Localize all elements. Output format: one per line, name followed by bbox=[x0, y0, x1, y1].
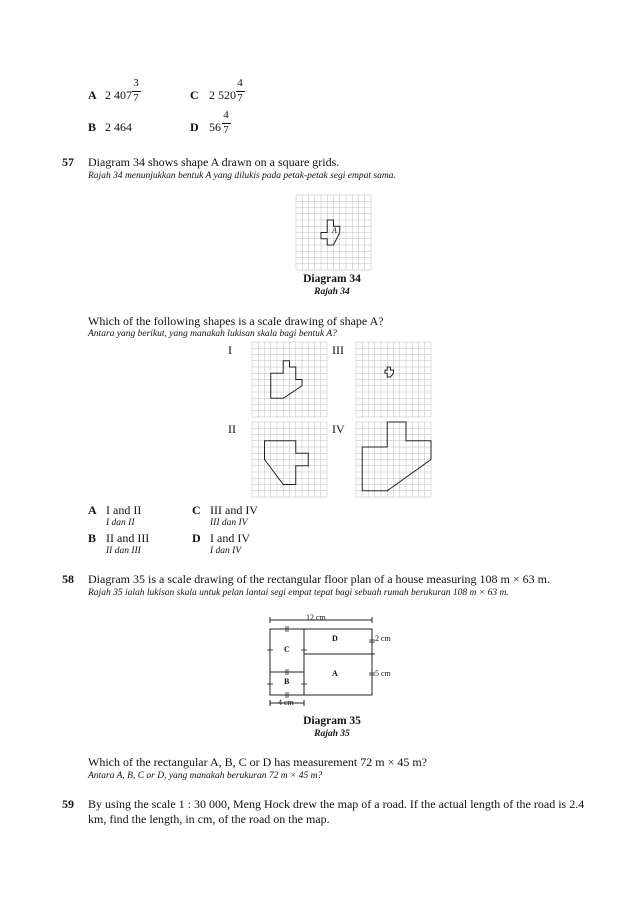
room-b-label: B bbox=[284, 677, 290, 686]
option-a-denominator: 7 bbox=[133, 92, 139, 104]
q57-option-b-en: II and III bbox=[106, 531, 150, 545]
question-text-line-2: km, find the length, in cm, of the road on the map. bbox=[88, 812, 330, 826]
question-number: 59 bbox=[62, 797, 74, 811]
shape-a-label: A bbox=[332, 226, 337, 235]
question-text-en: Diagram 35 is a scale drawing of the rectangular floor plan of a house measuring 108 m × 63 m. bbox=[88, 572, 550, 586]
q57-option-d-letter: D bbox=[192, 531, 201, 545]
question-57-prompt-en: Which of the following shapes is a scale drawing of shape A? bbox=[88, 314, 384, 328]
question-text-en: Diagram 34 shows shape A drawn on a square grids. bbox=[88, 155, 340, 169]
question-number: 57 bbox=[62, 155, 74, 169]
q57-option-c-letter: C bbox=[192, 503, 201, 517]
label-ii: II bbox=[228, 422, 236, 436]
diagram-34-caption-ms: Rajah 34 bbox=[314, 287, 350, 297]
q57-option-c-en: III and IV bbox=[210, 503, 258, 517]
q57-option-a-en: I and II bbox=[106, 503, 142, 517]
room-a-label: A bbox=[332, 669, 338, 678]
q57-option-a-letter: A bbox=[88, 503, 97, 517]
diagram-34-caption: Diagram 34 bbox=[303, 273, 361, 285]
label-iii: III bbox=[332, 343, 344, 357]
question-text-line-1: By using the scale 1 : 30 000, Meng Hock drew the map of a road. If the actual length of the road is 2.4 bbox=[88, 797, 585, 811]
question-text-ms: Rajah 35 ialah lukisan skala untuk pelan lantai segi empat tepat bagi sebuah rumah berukuran 108 m × 63 m. bbox=[88, 588, 509, 598]
option-c-whole: 2 520 bbox=[209, 88, 236, 102]
room-d-label: D bbox=[332, 634, 338, 643]
q57-option-c-ms: III dan IV bbox=[210, 518, 248, 528]
option-a-numerator: 3 bbox=[133, 77, 139, 89]
tick-marks bbox=[267, 626, 375, 698]
question-58-prompt-en: Which of the rectangular A, B, C or D has measurement 72 m × 45 m? bbox=[88, 755, 428, 769]
grid-ii bbox=[252, 422, 327, 497]
option-d-numerator: 4 bbox=[223, 109, 229, 121]
option-a-whole: 2 407 bbox=[105, 88, 132, 102]
question-number: 58 bbox=[62, 572, 74, 586]
diagram-35-floor-plan bbox=[262, 612, 412, 712]
option-c-denominator: 7 bbox=[237, 92, 243, 104]
diagram-35-caption-ms: Rajah 35 bbox=[314, 729, 350, 739]
label-iv: IV bbox=[332, 422, 345, 436]
dim-top-label: 12 cm bbox=[306, 613, 326, 622]
grid-iv bbox=[356, 422, 431, 497]
option-c-letter: C bbox=[190, 88, 199, 102]
option-d-whole: 56 bbox=[209, 120, 221, 134]
shape-iv bbox=[362, 422, 431, 491]
grid-i bbox=[252, 342, 327, 417]
dim-right-top-label: 2 cm bbox=[375, 634, 391, 643]
option-b-letter: B bbox=[88, 120, 97, 134]
q57-option-d-en: I and IV bbox=[210, 531, 250, 545]
q57-option-a-ms: I dan II bbox=[106, 518, 135, 528]
label-i: I bbox=[228, 343, 232, 357]
room-c-label: C bbox=[284, 645, 290, 654]
question-text-ms: Rajah 34 menunjukkan bentuk A yang dilukis pada petak-petak segi empat sama. bbox=[88, 171, 396, 181]
option-c-numerator: 4 bbox=[237, 77, 243, 89]
option-d-letter: D bbox=[190, 120, 199, 134]
q57-option-b-ms: II dan III bbox=[106, 546, 141, 556]
dim-bottom-label: 4 cm bbox=[278, 698, 294, 707]
dim-right-bottom-label: 5 cm bbox=[375, 669, 391, 678]
shape-iii bbox=[385, 367, 394, 377]
q57-option-b-letter: B bbox=[88, 531, 97, 545]
diagram-35-caption: Diagram 35 bbox=[303, 715, 361, 727]
option-b-value: 2 464 bbox=[105, 120, 132, 134]
option-d-denominator: 7 bbox=[223, 124, 229, 136]
shape-ii bbox=[265, 441, 309, 485]
option-a-letter: A bbox=[88, 88, 97, 102]
question-58-prompt-ms: Antara A, B, C or D, yang manakah berukuran 72 m × 45 m? bbox=[88, 771, 323, 781]
grid-iii bbox=[356, 342, 431, 417]
question-57-prompt-ms: Antara yang berikut, yang manakah lukisan skala bagi bentuk A? bbox=[88, 329, 337, 339]
q57-option-d-ms: I dan IV bbox=[210, 546, 242, 556]
